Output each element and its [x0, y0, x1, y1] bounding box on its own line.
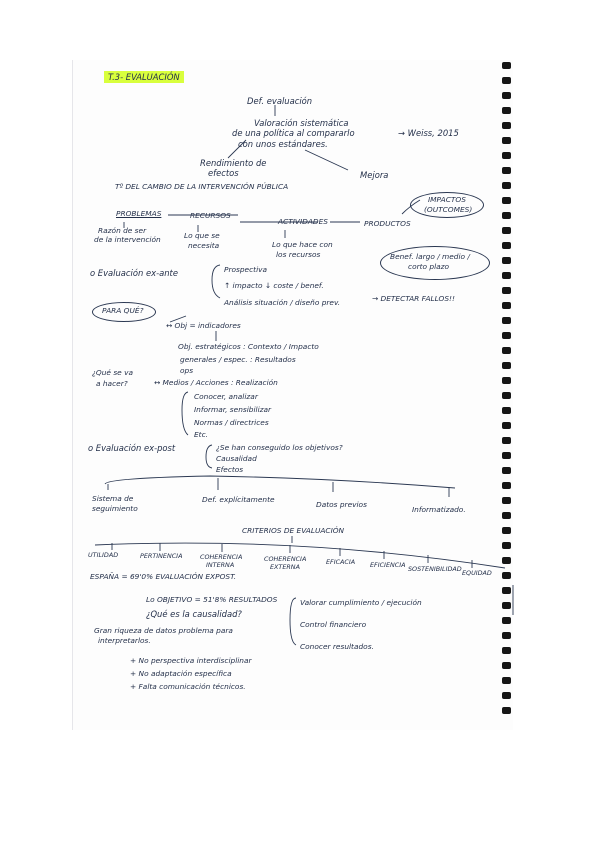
criterion-label: COHERENCIA: [200, 553, 243, 561]
criterion-label: EQUIDAD: [462, 569, 492, 577]
criterion-label: SOSTENIBILIDAD: [408, 565, 462, 573]
causality-item-3: Conocer resultados.: [300, 642, 374, 651]
problems-note-2: de la intervención: [94, 235, 161, 244]
expost-branch-4: Informatizado.: [412, 505, 466, 514]
para-que-label: PARA QUÉ?: [102, 306, 144, 315]
como-question-1: ¿Qué se va: [92, 368, 133, 377]
cycle-impacts: IMPACTOS: [428, 195, 466, 204]
expost-item-3: Efectos: [216, 465, 244, 474]
bullet-3: + Falta comunicación técnicos.: [130, 682, 246, 691]
page-title: T.3- EVALUACIÓN: [104, 71, 184, 83]
exante-item-3: Análisis situación / diseño prev.: [224, 298, 341, 307]
cycle-activities: ACTIVIDADES: [278, 217, 328, 226]
def-reference: → Weiss, 2015: [398, 128, 459, 138]
cycle-impacts-sub: (OUTCOMES): [424, 205, 473, 214]
exante-item-2: ↑ impacto ↓ coste / benef.: [224, 281, 324, 290]
criterion-label: EFICIENCIA: [370, 561, 406, 569]
def-line-3: con unos estándares.: [238, 139, 328, 149]
cycle-heading: Tº DEL CAMBIO DE LA INTERVENCIÓN PÚBLICA: [115, 182, 289, 191]
def-left-1: Rendimiento de: [200, 158, 267, 168]
activities-note-2: los recursos: [276, 250, 321, 259]
bullet-1: + No perspectiva interdisciplinar: [130, 656, 252, 665]
problems-note-1: Razón de ser: [98, 226, 147, 235]
causality-item-2: Control financiero: [300, 620, 367, 629]
criterion-label: COHERENCIA: [264, 555, 307, 563]
resources-note-1: Lo que se: [184, 231, 220, 240]
expost-branch-3: Datos previos: [316, 500, 367, 509]
def-heading: Def. evaluación: [247, 96, 313, 106]
exante-item-1: Prospectiva: [224, 265, 268, 274]
obj-strategic: Obj. estratégicos : Contexto / Impacto: [178, 342, 319, 351]
obj-result-line: Lo OBJETIVO = 51'8% RESULTADOS: [146, 595, 278, 604]
obj-specific: ops: [180, 366, 194, 375]
exante-heading: o Evaluación ex-ante: [90, 268, 178, 278]
def-right: Mejora: [360, 170, 389, 180]
causality-question: ¿Qué es la causalidad?: [146, 609, 242, 619]
gran-riqueza-line-2: interpretarlos.: [98, 636, 151, 645]
causality-item-1: Valorar cumplimiento / ejecución: [300, 598, 422, 607]
cycle-resources: RECURSOS: [190, 211, 231, 220]
gran-riqueza-line-1: Gran riqueza de datos problema para: [94, 626, 233, 635]
expost-heading: o Evaluación ex-post: [88, 443, 176, 453]
obj-indicators: ↔ Obj = indicadores: [166, 321, 241, 330]
expost-branch-2: Def. explícitamente: [202, 495, 275, 504]
cycle-products: PRODUCTOS: [364, 219, 411, 228]
impacts-note-1: Benef. largo / medio /: [390, 252, 470, 261]
obj-general: generales / espec. : Resultados: [180, 355, 296, 364]
def-line-2: de una política al compararlo: [232, 128, 355, 138]
criterion-label: PERTINENCIA: [140, 552, 183, 560]
expost-branch-1b: seguimiento: [92, 504, 138, 513]
resources-note-2: necesita: [188, 241, 220, 250]
medios-line: ↔ Medios / Acciones : Realización: [154, 378, 278, 387]
medios-item-1: Conocer, analizar: [194, 392, 258, 401]
medios-item-4: Etc.: [194, 430, 208, 439]
bullet-2: + No adaptación específica: [130, 669, 232, 678]
activities-note-1: Lo que hace con: [272, 240, 333, 249]
criteria-heading: CRITERIOS DE EVALUACIÓN: [242, 526, 345, 535]
criterion-sublabel: INTERNA: [206, 561, 235, 569]
def-line-1: Valoración sistemática: [254, 118, 349, 128]
medios-item-2: Informar, sensibilizar: [194, 405, 272, 414]
def-left-2: efectos: [208, 168, 239, 178]
criterion-label: EFICACIA: [326, 558, 356, 566]
cycle-problems: PROBLEMAS: [116, 209, 162, 218]
como-question-2: a hacer?: [96, 379, 128, 388]
exante-note: → DETECTAR FALLOS!!: [372, 294, 455, 303]
criterion-label: UTILIDAD: [88, 551, 119, 559]
criterion-sublabel: EXTERNA: [270, 563, 300, 571]
expost-item-2: Causalidad: [216, 454, 257, 463]
impacts-note-2: corto plazo: [408, 262, 450, 271]
spain-line: ESPAÑA = 69'0% EVALUACIÓN EXPOST.: [90, 572, 237, 581]
expost-item-1: ¿Se han conseguido los objetivos?: [216, 443, 343, 452]
expost-branch-1: Sistema de: [92, 494, 134, 503]
medios-item-3: Normas / directrices: [194, 418, 269, 427]
